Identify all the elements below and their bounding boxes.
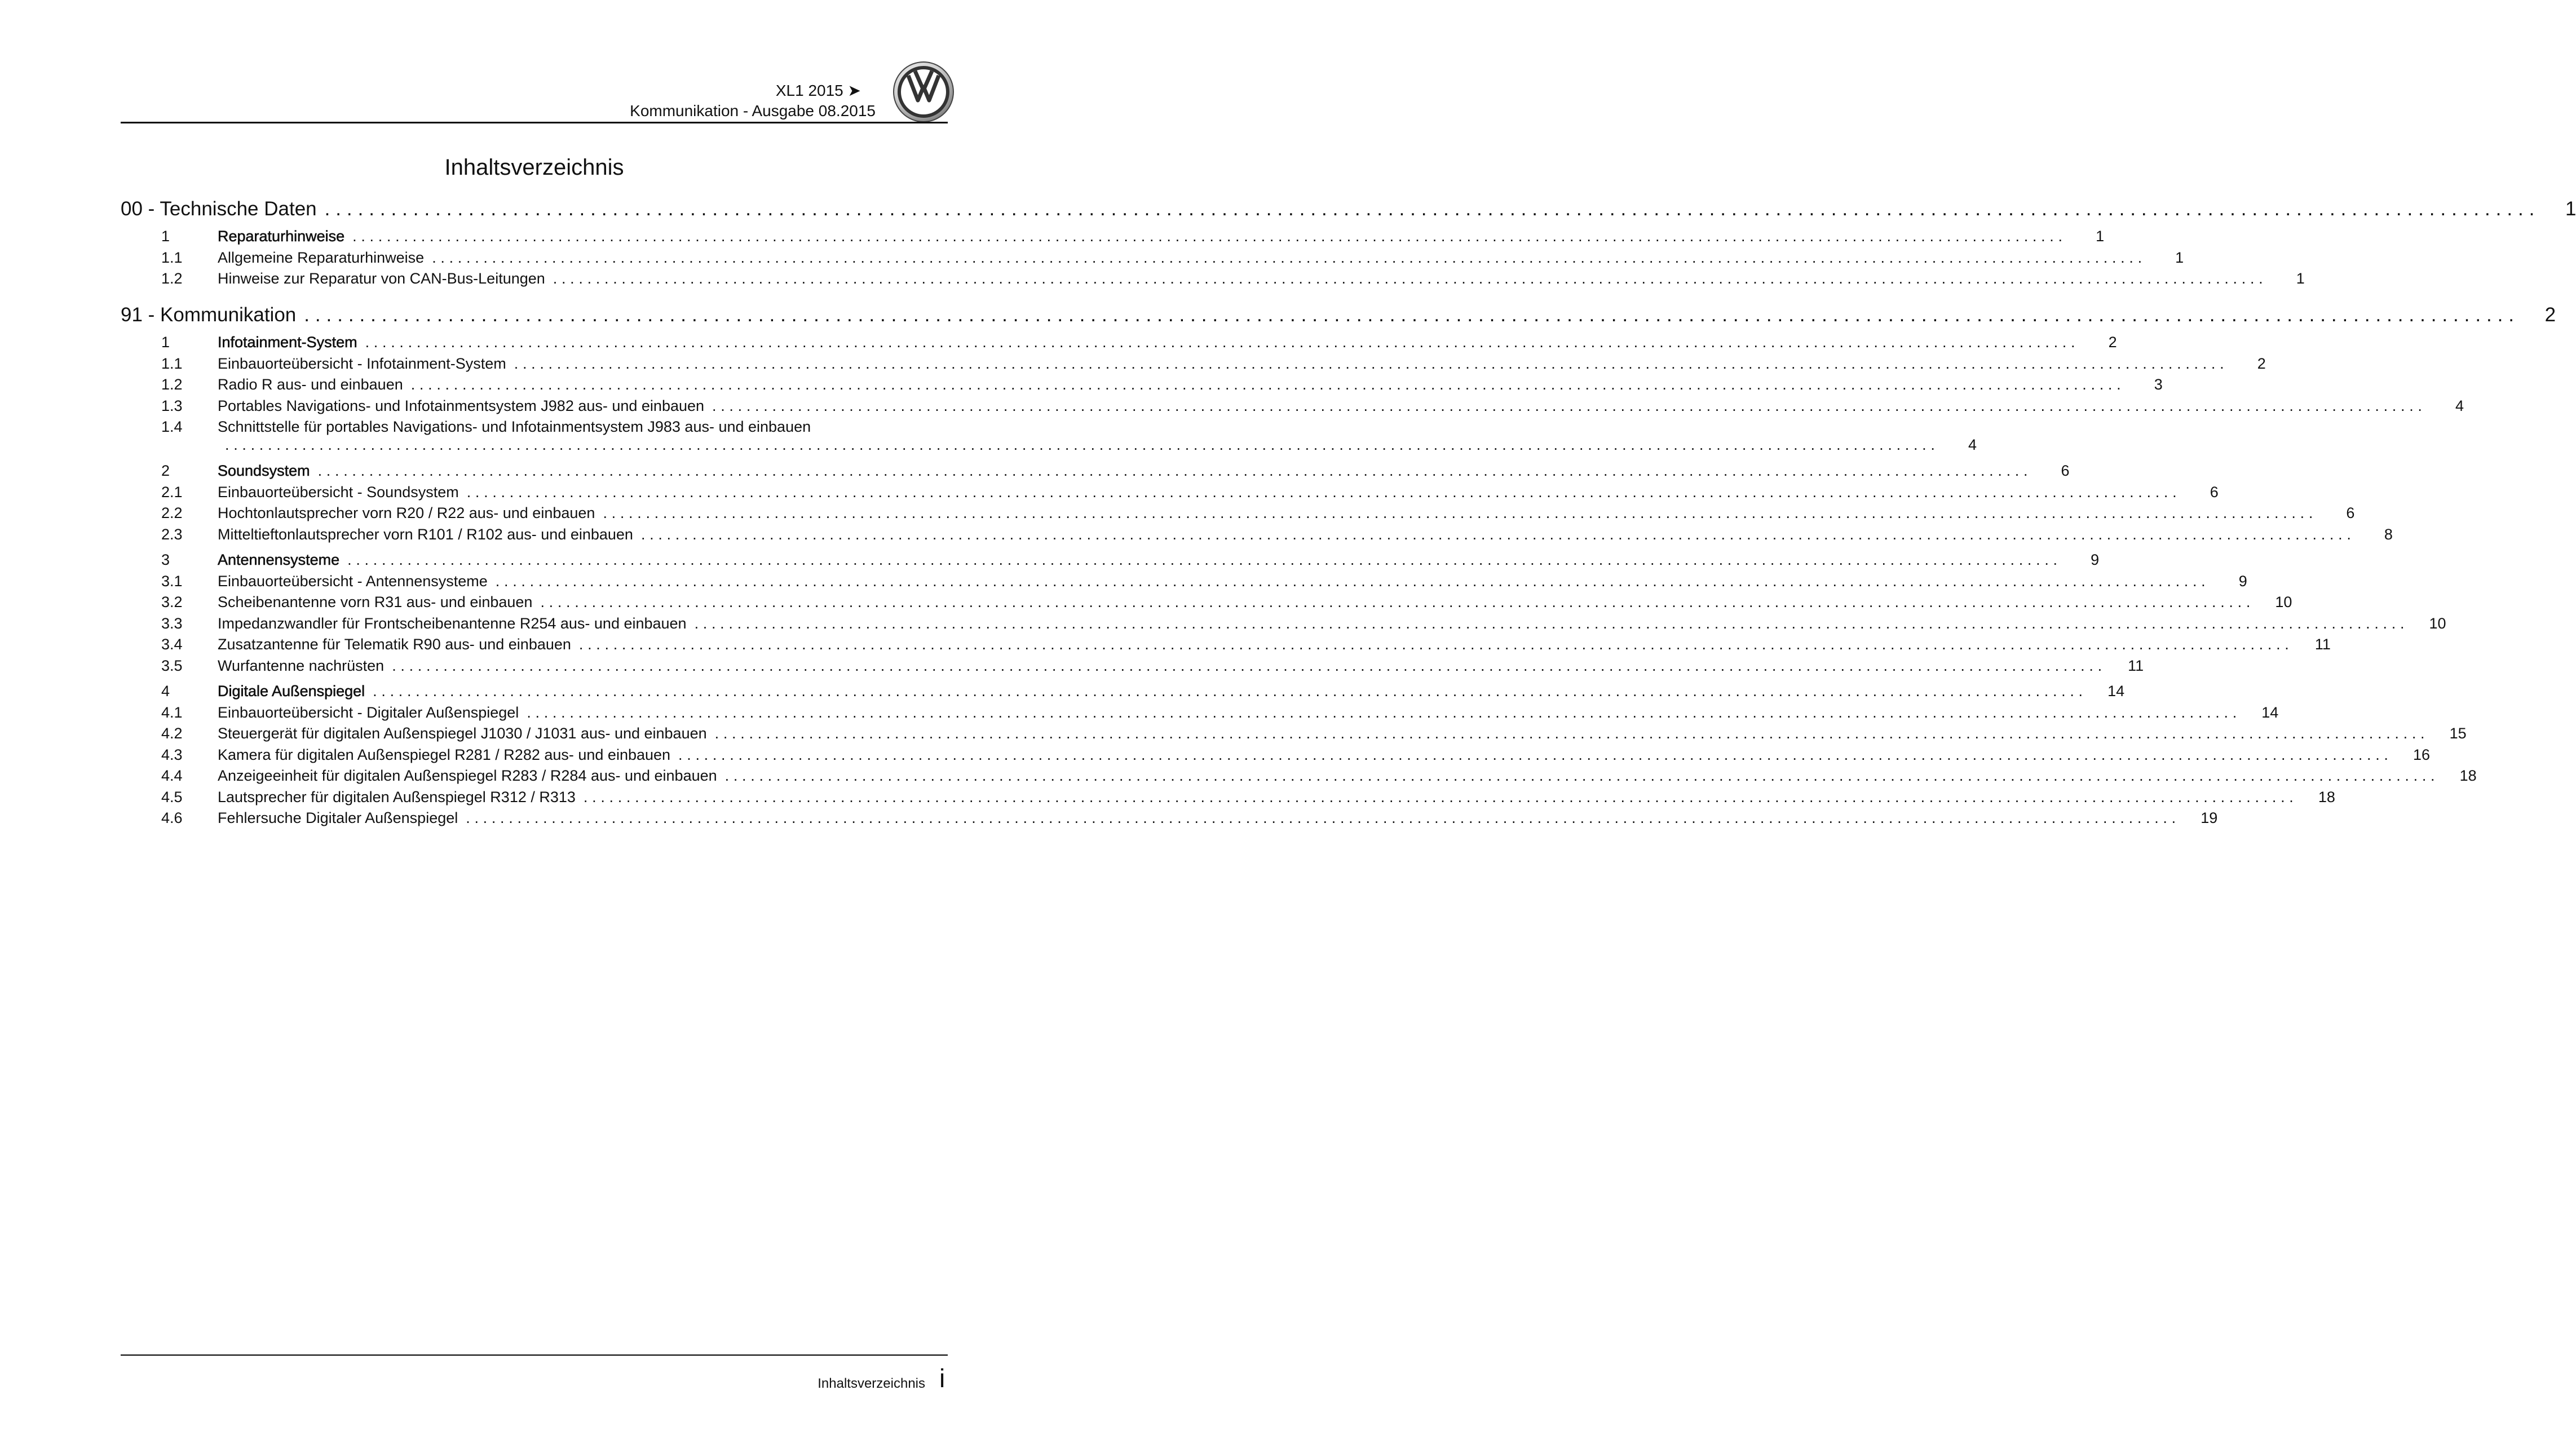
toc-title: Digitale Außenspiegel <box>218 683 365 700</box>
toc-num: 4.5 <box>161 789 183 805</box>
toc-subsection[interactable]: 1.2 Radio R aus- und einbauen . . . . . . . . . . . . . . . . . . . . . . . . . . . . . . . . . . . . . . . . . . . . . . . . . . . . . . . . . . . . . . . . . . . . . . . . . . . . . . . . . . . . . . . . . . . . . . . . . . . . . . . . . . . . . . . . . . . . . . . . . . . . . . . . . . . . . . . . . . . . . . . . . . . . . . . . . . . . . . . . . . . . . . . . . . . . . . . . . . . . . . . . . . . . . . . . . . . . . . . . 3 <box>121 375 948 394</box>
toc-title: Reparaturhinweise <box>218 228 345 245</box>
toc-title: Soundsystem <box>218 462 310 479</box>
toc-title: Impedanzwandler für Frontscheibenantenne R254 aus- und einbauen <box>218 615 687 632</box>
toc-subsection[interactable]: 2.1 Einbauorteübersicht - Soundsystem . . . . . . . . . . . . . . . . . . . . . . . . . . . . . . . . . . . . . . . . . . . . . . . . . . . . . . . . . . . . . . . . . . . . . . . . . . . . . . . . . . . . . . . . . . . . . . . . . . . . . . . . . . . . . . . . . . . . . . . . . . . . . . . . . . . . . . . . . . . . . . . . . . . . . . . . . . . . . . . . . . . . . . . . . . . . . . . . . . . . . . . . . . . . . . . . . . . . . . . . 6 <box>121 483 948 502</box>
toc-title: Hochtonlautsprecher vorn R20 / R22 aus- und einbauen <box>218 504 595 521</box>
toc-num: 3.3 <box>161 615 183 632</box>
toc-title: Wurfantenne nachrüsten <box>218 657 385 674</box>
toc-title: Einbauorteübersicht - Antennensysteme <box>218 573 488 590</box>
toc-section[interactable]: 3 Antennensysteme . . . . . . . . . . . . . . . . . . . . . . . . . . . . . . . . . . . . . . . . . . . . . . . . . . . . . . . . . . . . . . . . . . . . . . . . . . . . . . . . . . . . . . . . . . . . . . . . . . . . . . . . . . . . . . . . . . . . . . . . . . . . . . . . . . . . . . . . . . . . . . . . . . . . . . . . . . . . . . . . . . . . . . . . . . . . . . . . . . . . . . . . . . . . . . . . . . . . . . . . 9 <box>121 550 948 569</box>
toc-page: 18 <box>2318 789 2335 805</box>
toc-page: 4 <box>2455 397 2464 414</box>
toc-num: 1.2 <box>161 270 183 287</box>
toc-title: Mitteltieftonlautsprecher vorn R101 / R102 aus- und einbauen <box>218 526 633 543</box>
toc-title: Fehlersuche Digitaler Außenspiegel <box>218 809 458 826</box>
document-model: XL1 2015 ➤ <box>775 82 861 99</box>
toc-page: 1 <box>2565 198 2576 220</box>
toc-num: 4.2 <box>161 725 183 742</box>
toc-title: Steuergerät für digitalen Außenspiegel J1030 / J1031 aus- und einbauen <box>218 725 707 742</box>
toc-page: 2 <box>2544 304 2556 326</box>
toc-title: Portables Navigations- und Infotainmentsystem J982 aus- und einbauen <box>218 397 705 414</box>
toc-page: 18 <box>2459 767 2477 784</box>
toc-page: 14 <box>2261 704 2279 721</box>
toc-num: 3.5 <box>161 657 183 674</box>
toc-num: 4 <box>161 683 170 700</box>
toc-subsection[interactable]: 3.1 Einbauorteübersicht - Antennensysteme . . . . . . . . . . . . . . . . . . . . . . . . . . . . . . . . . . . . . . . . . . . . . . . . . . . . . . . . . . . . . . . . . . . . . . . . . . . . . . . . . . . . . . . . . . . . . . . . . . . . . . . . . . . . . . . . . . . . . . . . . . . . . . . . . . . . . . . . . . . . . . . . . . . . . . . . . . . . . . . . . . . . . . . . . . . . . . . . . . . . . . . . . . . . . . . . . . . . . . . . 9 <box>121 572 948 591</box>
toc-subsection[interactable]: 2.2 Hochtonlautsprecher vorn R20 / R22 aus- und einbauen . . . . . . . . . . . . . . . . . . . . . . . . . . . . . . . . . . . . . . . . . . . . . . . . . . . . . . . . . . . . . . . . . . . . . . . . . . . . . . . . . . . . . . . . . . . . . . . . . . . . . . . . . . . . . . . . . . . . . . . . . . . . . . . . . . . . . . . . . . . . . . . . . . . . . . . . . . . . . . . . . . . . . . . . . . . . . . . . . . . . . . . . . . . . . . . . . . . . . . . . 6 <box>121 503 948 523</box>
toc-num: 1.2 <box>161 376 183 393</box>
toc-subsection[interactable]: 1.1 Allgemeine Reparaturhinweise . . . . . . . . . . . . . . . . . . . . . . . . . . . . . . . . . . . . . . . . . . . . . . . . . . . . . . . . . . . . . . . . . . . . . . . . . . . . . . . . . . . . . . . . . . . . . . . . . . . . . . . . . . . . . . . . . . . . . . . . . . . . . . . . . . . . . . . . . . . . . . . . . . . . . . . . . . . . . . . . . . . . . . . . . . . . . . . . . . . . . . . . . . . . . . . . . . . . . . . . 1 <box>121 248 948 267</box>
toc-page: 4 <box>1968 436 1977 453</box>
toc-subsection[interactable]: 4.2 Steuergerät für digitalen Außenspiegel J1030 / J1031 aus- und einbauen . . . . . . . . . . . . . . . . . . . . . . . . . . . . . . . . . . . . . . . . . . . . . . . . . . . . . . . . . . . . . . . . . . . . . . . . . . . . . . . . . . . . . . . . . . . . . . . . . . . . . . . . . . . . . . . . . . . . . . . . . . . . . . . . . . . . . . . . . . . . . . . . . . . . . . . . . . . . . . . . . . . . . . . . . . . . . . . . . . . . . . . . . . . . . . . . . . . . . . . . 15 <box>121 724 948 743</box>
toc-page: 6 <box>2346 504 2355 521</box>
toc-num: 2.3 <box>161 526 183 543</box>
toc-subsection[interactable]: 4.1 Einbauorteübersicht - Digitaler Außenspiegel . . . . . . . . . . . . . . . . . . . . . . . . . . . . . . . . . . . . . . . . . . . . . . . . . . . . . . . . . . . . . . . . . . . . . . . . . . . . . . . . . . . . . . . . . . . . . . . . . . . . . . . . . . . . . . . . . . . . . . . . . . . . . . . . . . . . . . . . . . . . . . . . . . . . . . . . . . . . . . . . . . . . . . . . . . . . . . . . . . . . . . . . . . . . . . . . . . . . . . . . 14 <box>121 703 948 722</box>
toc-subsection[interactable]: 1.1 Einbauorteübersicht - Infotainment-System . . . . . . . . . . . . . . . . . . . . . . . . . . . . . . . . . . . . . . . . . . . . . . . . . . . . . . . . . . . . . . . . . . . . . . . . . . . . . . . . . . . . . . . . . . . . . . . . . . . . . . . . . . . . . . . . . . . . . . . . . . . . . . . . . . . . . . . . . . . . . . . . . . . . . . . . . . . . . . . . . . . . . . . . . . . . . . . . . . . . . . . . . . . . . . . . . . . . . . . . 2 <box>121 354 948 373</box>
toc-title: Lautsprecher für digitalen Außenspiegel R312 / R313 <box>218 789 576 805</box>
toc-chapter[interactable]: 00 - Technische Daten . . . . . . . . . . . . . . . . . . . . . . . . . . . . . . . . . . . . . . . . . . . . . . . . . . . . . . . . . . . . . . . . . . . . . . . . . . . . . . . . . . . . . . . . . . . . . . . . . . . . . . . . . . . . . . . . . . . . . . . . . . . . . . . . . . . . . . . . . . . . . . . . . . . . . . . . . . . . . . . . . . . . . . . . . . . . . . . . . . . . . . . . . . . . . . . . . . . . . . . . 1 <box>121 198 2576 220</box>
toc-num: 4.3 <box>161 746 183 763</box>
toc-num: 1.1 <box>161 355 183 372</box>
toc-title: Kamera für digitalen Außenspiegel R281 / R282 aus- und einbauen <box>218 746 671 763</box>
toc-num: 2 <box>161 462 170 479</box>
toc-title: Infotainment-System <box>218 334 357 351</box>
toc-page: 1 <box>2096 228 2105 245</box>
toc-subsection[interactable]: 4.4 Anzeigeeinheit für digitalen Außenspiegel R283 / R284 aus- und einbauen . . . . . . . . . . . . . . . . . . . . . . . . . . . . . . . . . . . . . . . . . . . . . . . . . . . . . . . . . . . . . . . . . . . . . . . . . . . . . . . . . . . . . . . . . . . . . . . . . . . . . . . . . . . . . . . . . . . . . . . . . . . . . . . . . . . . . . . . . . . . . . . . . . . . . . . . . . . . . . . . . . . . . . . . . . . . . . . . . . . . . . . . . . . . . . . . . . . . . . . . 18 <box>121 766 948 785</box>
toc-page: 6 <box>2210 484 2219 501</box>
toc-subsection[interactable]: 3.5 Wurfantenne nachrüsten . . . . . . . . . . . . . . . . . . . . . . . . . . . . . . . . . . . . . . . . . . . . . . . . . . . . . . . . . . . . . . . . . . . . . . . . . . . . . . . . . . . . . . . . . . . . . . . . . . . . . . . . . . . . . . . . . . . . . . . . . . . . . . . . . . . . . . . . . . . . . . . . . . . . . . . . . . . . . . . . . . . . . . . . . . . . . . . . . . . . . . . . . . . . . . . . . . . . . . . . 11 <box>121 656 948 675</box>
toc-section[interactable]: 2 Soundsystem . . . . . . . . . . . . . . . . . . . . . . . . . . . . . . . . . . . . . . . . . . . . . . . . . . . . . . . . . . . . . . . . . . . . . . . . . . . . . . . . . . . . . . . . . . . . . . . . . . . . . . . . . . . . . . . . . . . . . . . . . . . . . . . . . . . . . . . . . . . . . . . . . . . . . . . . . . . . . . . . . . . . . . . . . . . . . . . . . . . . . . . . . . . . . . . . . . . . . . . . 6 <box>121 461 948 480</box>
footer-page-number: i <box>939 1364 945 1393</box>
toc-title: 00 - Technische Daten <box>121 198 317 220</box>
toc-num: 4.1 <box>161 704 183 721</box>
toc-chapter[interactable]: 91 - Kommunikation . . . . . . . . . . . . . . . . . . . . . . . . . . . . . . . . . . . . . . . . . . . . . . . . . . . . . . . . . . . . . . . . . . . . . . . . . . . . . . . . . . . . . . . . . . . . . . . . . . . . . . . . . . . . . . . . . . . . . . . . . . . . . . . . . . . . . . . . . . . . . . . . . . . . . . . . . . . . . . . . . . . . . . . . . . . . . . . . . . . . . . . . . . . . . . . . . . . . . . . . 2 <box>121 304 2556 326</box>
vw-logo-icon <box>892 61 955 123</box>
toc-page: 3 <box>2154 376 2163 393</box>
toc-subsection[interactable]: 3.3 Impedanzwandler für Frontscheibenantenne R254 aus- und einbauen . . . . . . . . . . . . . . . . . . . . . . . . . . . . . . . . . . . . . . . . . . . . . . . . . . . . . . . . . . . . . . . . . . . . . . . . . . . . . . . . . . . . . . . . . . . . . . . . . . . . . . . . . . . . . . . . . . . . . . . . . . . . . . . . . . . . . . . . . . . . . . . . . . . . . . . . . . . . . . . . . . . . . . . . . . . . . . . . . . . . . . . . . . . . . . . . . . . . . . . . 10 <box>121 614 948 633</box>
toc-title: Allgemeine Reparaturhinweise <box>218 249 425 266</box>
toc-title: Radio R aus- und einbauen <box>218 376 403 393</box>
toc-num: 4.4 <box>161 767 183 784</box>
toc-section[interactable]: 1 Infotainment-System . . . . . . . . . . . . . . . . . . . . . . . . . . . . . . . . . . . . . . . . . . . . . . . . . . . . . . . . . . . . . . . . . . . . . . . . . . . . . . . . . . . . . . . . . . . . . . . . . . . . . . . . . . . . . . . . . . . . . . . . . . . . . . . . . . . . . . . . . . . . . . . . . . . . . . . . . . . . . . . . . . . . . . . . . . . . . . . . . . . . . . . . . . . . . . . . . . . . . . . . 2 <box>121 333 948 352</box>
footer-label: Inhaltsverzeichnis <box>818 1376 925 1391</box>
toc-num: 3 <box>161 551 170 568</box>
toc-title: 91 - Kommunikation <box>121 304 297 326</box>
toc-page: 10 <box>2275 594 2292 610</box>
toc-title: Einbauorteübersicht - Infotainment-System <box>218 355 506 372</box>
toc-num: 4.6 <box>161 809 183 826</box>
toc-subsection[interactable]: 3.2 Scheibenantenne vorn R31 aus- und einbauen . . . . . . . . . . . . . . . . . . . . . . . . . . . . . . . . . . . . . . . . . . . . . . . . . . . . . . . . . . . . . . . . . . . . . . . . . . . . . . . . . . . . . . . . . . . . . . . . . . . . . . . . . . . . . . . . . . . . . . . . . . . . . . . . . . . . . . . . . . . . . . . . . . . . . . . . . . . . . . . . . . . . . . . . . . . . . . . . . . . . . . . . . . . . . . . . . . . . . . . . 10 <box>121 592 948 612</box>
toc-title: Anzeigeeinheit für digitalen Außenspiegel R283 / R284 aus- und einbauen <box>218 767 717 784</box>
toc-title: Einbauorteübersicht - Soundsystem <box>218 484 459 501</box>
toc-num: 1.1 <box>161 249 183 266</box>
toc-subsection[interactable]: 4.3 Kamera für digitalen Außenspiegel R281 / R282 aus- und einbauen . . . . . . . . . . . . . . . . . . . . . . . . . . . . . . . . . . . . . . . . . . . . . . . . . . . . . . . . . . . . . . . . . . . . . . . . . . . . . . . . . . . . . . . . . . . . . . . . . . . . . . . . . . . . . . . . . . . . . . . . . . . . . . . . . . . . . . . . . . . . . . . . . . . . . . . . . . . . . . . . . . . . . . . . . . . . . . . . . . . . . . . . . . . . . . . . . . . . . . . . 16 <box>121 745 948 764</box>
toc-page: 2 <box>2257 355 2266 372</box>
toc-page: 19 <box>2201 809 2218 826</box>
toc-num: 1.4 <box>161 418 183 435</box>
toc-page: 11 <box>2128 657 2144 674</box>
toc-title: Antennensysteme <box>218 551 340 568</box>
toc-page: 9 <box>2238 573 2247 590</box>
toc-title: Scheibenantenne vorn R31 aus- und einbauen <box>218 594 533 610</box>
toc-subsection[interactable]: 3.4 Zusatzantenne für Telematik R90 aus- und einbauen . . . . . . . . . . . . . . . . . . . . . . . . . . . . . . . . . . . . . . . . . . . . . . . . . . . . . . . . . . . . . . . . . . . . . . . . . . . . . . . . . . . . . . . . . . . . . . . . . . . . . . . . . . . . . . . . . . . . . . . . . . . . . . . . . . . . . . . . . . . . . . . . . . . . . . . . . . . . . . . . . . . . . . . . . . . . . . . . . . . . . . . . . . . . . . . . . . . . . . . . 11 <box>121 635 948 654</box>
footer-rule <box>121 1355 948 1356</box>
toc-title: Zusatzantenne für Telematik R90 aus- und einbauen <box>218 636 571 653</box>
toc-subsection[interactable]: 4.5 Lautsprecher für digitalen Außenspiegel R312 / R313 . . . . . . . . . . . . . . . . . . . . . . . . . . . . . . . . . . . . . . . . . . . . . . . . . . . . . . . . . . . . . . . . . . . . . . . . . . . . . . . . . . . . . . . . . . . . . . . . . . . . . . . . . . . . . . . . . . . . . . . . . . . . . . . . . . . . . . . . . . . . . . . . . . . . . . . . . . . . . . . . . . . . . . . . . . . . . . . . . . . . . . . . . . . . . . . . . . . . . . . . 18 <box>121 787 948 807</box>
toc-subsection-continuation[interactable]: . . . . . . . . . . . . . . . . . . . . . . . . . . . . . . . . . . . . . . . . . . . . . . . . . . . . . . . . . . . . . . . . . . . . . . . . . . . . . . . . . . . . . . . . . . . . . . . . . . . . . . . . . . . . . . . . . . . . . . . . . . . . . . . . . . . . . . . . . . . . . . . . . . . . . . . . . . . . . . . . . . . . . . . . . . . . . . . . . . . . . . . . . . . . . . . . . . . . . . . . 4 <box>225 436 1977 453</box>
toc-page: 8 <box>2384 526 2393 543</box>
toc-page: 1 <box>2175 249 2184 266</box>
toc-subsection[interactable]: 1.2 Hinweise zur Reparatur von CAN-Bus-Leitungen . . . . . . . . . . . . . . . . . . . . . . . . . . . . . . . . . . . . . . . . . . . . . . . . . . . . . . . . . . . . . . . . . . . . . . . . . . . . . . . . . . . . . . . . . . . . . . . . . . . . . . . . . . . . . . . . . . . . . . . . . . . . . . . . . . . . . . . . . . . . . . . . . . . . . . . . . . . . . . . . . . . . . . . . . . . . . . . . . . . . . . . . . . . . . . . . . . . . . . . . 1 <box>121 269 948 288</box>
toc-subsection[interactable]: 4.6 Fehlersuche Digitaler Außenspiegel . . . . . . . . . . . . . . . . . . . . . . . . . . . . . . . . . . . . . . . . . . . . . . . . . . . . . . . . . . . . . . . . . . . . . . . . . . . . . . . . . . . . . . . . . . . . . . . . . . . . . . . . . . . . . . . . . . . . . . . . . . . . . . . . . . . . . . . . . . . . . . . . . . . . . . . . . . . . . . . . . . . . . . . . . . . . . . . . . . . . . . . . . . . . . . . . . . . . . . . . 19 <box>121 808 948 827</box>
toc-title: Schnittstelle für portables Navigations- und Infotainmentsystem J983 aus- und einbauen <box>218 418 811 435</box>
toc-title: Hinweise zur Reparatur von CAN-Bus-Leitungen <box>218 270 545 287</box>
toc-subsection[interactable] <box>121 417 948 436</box>
toc-page: 10 <box>2429 615 2446 632</box>
toc-num: 3.4 <box>161 636 183 653</box>
toc-page: 15 <box>2449 725 2467 742</box>
toc-page: 6 <box>2061 462 2070 479</box>
toc-title: Einbauorteübersicht - Digitaler Außenspiegel <box>218 704 519 721</box>
toc-section[interactable]: 4 Digitale Außenspiegel . . . . . . . . . . . . . . . . . . . . . . . . . . . . . . . . . . . . . . . . . . . . . . . . . . . . . . . . . . . . . . . . . . . . . . . . . . . . . . . . . . . . . . . . . . . . . . . . . . . . . . . . . . . . . . . . . . . . . . . . . . . . . . . . . . . . . . . . . . . . . . . . . . . . . . . . . . . . . . . . . . . . . . . . . . . . . . . . . . . . . . . . . . . . . . . . . . . . . . . . 14 <box>121 681 948 701</box>
header-rule <box>121 122 948 123</box>
toc-page: 11 <box>2314 636 2331 653</box>
toc-page: 16 <box>2412 746 2431 763</box>
page-title: Inhaltsverzeichnis <box>444 154 624 180</box>
toc-page: 2 <box>2108 334 2117 351</box>
toc-num: 3.2 <box>161 594 183 610</box>
toc-num: 1 <box>161 334 170 351</box>
toc-num: 3.1 <box>161 573 183 590</box>
document-subtitle: Kommunikation - Ausgabe 08.2015 <box>630 102 876 119</box>
toc-page: 9 <box>2091 551 2100 568</box>
toc-page: 14 <box>2107 683 2125 700</box>
toc-num: 2.2 <box>161 504 183 521</box>
toc-num: 1 <box>161 228 170 245</box>
toc-subsection[interactable]: 1.3 Portables Navigations- und Infotainmentsystem J982 aus- und einbauen . . . . . . . . . . . . . . . . . . . . . . . . . . . . . . . . . . . . . . . . . . . . . . . . . . . . . . . . . . . . . . . . . . . . . . . . . . . . . . . . . . . . . . . . . . . . . . . . . . . . . . . . . . . . . . . . . . . . . . . . . . . . . . . . . . . . . . . . . . . . . . . . . . . . . . . . . . . . . . . . . . . . . . . . . . . . . . . . . . . . . . . . . . . . . . . . . . . . . . . . 4 <box>121 396 948 415</box>
toc-section[interactable]: 1 Reparaturhinweise . . . . . . . . . . . . . . . . . . . . . . . . . . . . . . . . . . . . . . . . . . . . . . . . . . . . . . . . . . . . . . . . . . . . . . . . . . . . . . . . . . . . . . . . . . . . . . . . . . . . . . . . . . . . . . . . . . . . . . . . . . . . . . . . . . . . . . . . . . . . . . . . . . . . . . . . . . . . . . . . . . . . . . . . . . . . . . . . . . . . . . . . . . . . . . . . . . . . . . . . 1 <box>121 227 948 246</box>
toc-num: 1.3 <box>161 397 183 414</box>
toc-page: 1 <box>2296 270 2305 287</box>
toc-num: 2.1 <box>161 484 183 501</box>
toc-subsection[interactable]: 2.3 Mitteltieftonlautsprecher vorn R101 / R102 aus- und einbauen . . . . . . . . . . . . . . . . . . . . . . . . . . . . . . . . . . . . . . . . . . . . . . . . . . . . . . . . . . . . . . . . . . . . . . . . . . . . . . . . . . . . . . . . . . . . . . . . . . . . . . . . . . . . . . . . . . . . . . . . . . . . . . . . . . . . . . . . . . . . . . . . . . . . . . . . . . . . . . . . . . . . . . . . . . . . . . . . . . . . . . . . . . . . . . . . . . . . . . . . 8 <box>121 525 948 544</box>
